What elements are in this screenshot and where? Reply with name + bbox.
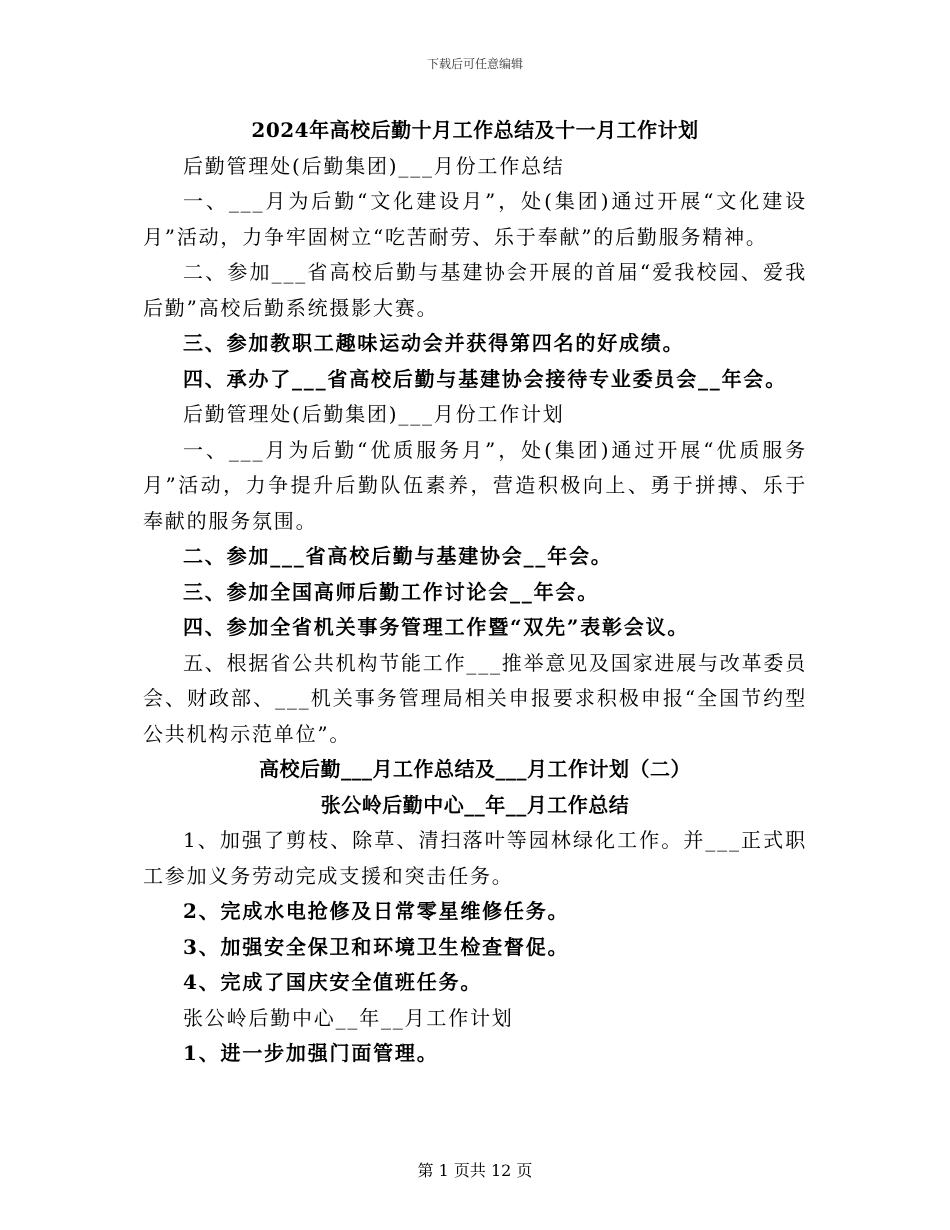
paragraph: 二、参加___省高校后勤与基建协会__年会。 [183, 544, 613, 568]
section-title: 高校后勤___月工作总结及___月工作计划（二） [259, 757, 691, 781]
document-body [143, 113, 807, 1072]
page-header: 下载后可任意编辑 [426, 57, 523, 71]
paragraph: 1、进一步加强门面管理。 [183, 1041, 439, 1065]
paragraph: 四、参加全省机关事务管理工作暨“双先”表彰会议。 [183, 615, 690, 639]
section-subtitle: 张公岭后勤中心__年__月工作总结 [320, 792, 630, 817]
paragraph: 三、参加教职工趣味运动会并获得第四名的好成绩。 [183, 331, 685, 355]
paragraph: 一、___月为后勤“优质服务月”，处(集团)通过开展“优质服务月”活动，力争提升后勤队伍素养，营造积极向上、勇于拼搏、乐于奉献的服务氛围。 [143, 437, 807, 533]
paragraph: 4、完成了国庆安全值班任务。 [183, 970, 483, 994]
paragraph: 三、参加全国高师后勤工作讨论会__年会。 [183, 579, 599, 604]
section-heading: 后勤管理处(后勤集团)___月份工作计划 [183, 402, 565, 426]
paragraph: 二、参加___省高校后勤与基建协会开展的首届“爱我校园、爱我后勤”高校后勤系统摄影大赛。 [143, 260, 807, 320]
paragraph: 3、加强安全保卫和环境卫生检查督促。 [183, 934, 570, 959]
paragraph: 五、根据省公共机构节能工作___推举意见及国家进展与改革委员会、财政部、___机关事务管理局相关申报要求积极申报“全国节约型公共机构示范单位”。 [143, 650, 807, 746]
document-title: 2024年高校后勤十月工作总结及十一月工作计划 [251, 118, 699, 142]
paragraph: 1、加强了剪枝、除草、清扫落叶等园林绿化工作。并___正式职工参加义务劳动完成支援和突击任务。 [143, 828, 807, 888]
section-heading: 张公岭后勤中心__年__月工作计划 [183, 1005, 514, 1030]
paragraph: 四、承办了___省高校后勤与基建协会接待专业委员会__年会。 [183, 366, 787, 391]
paragraph: 一、___月为后勤“文化建设月”，处(集团)通过开展“文化建设月”活动，力争牢固树立“吃苦耐劳、乐于奉献”的后勤服务精神。 [143, 189, 807, 249]
section-heading: 后勤管理处(后勤集团)___月份工作总结 [183, 153, 565, 178]
paragraph: 2、完成水电抢修及日常零星维修任务。 [183, 899, 570, 923]
page-footer: 第 1 页共 12 页 [417, 1161, 533, 1180]
